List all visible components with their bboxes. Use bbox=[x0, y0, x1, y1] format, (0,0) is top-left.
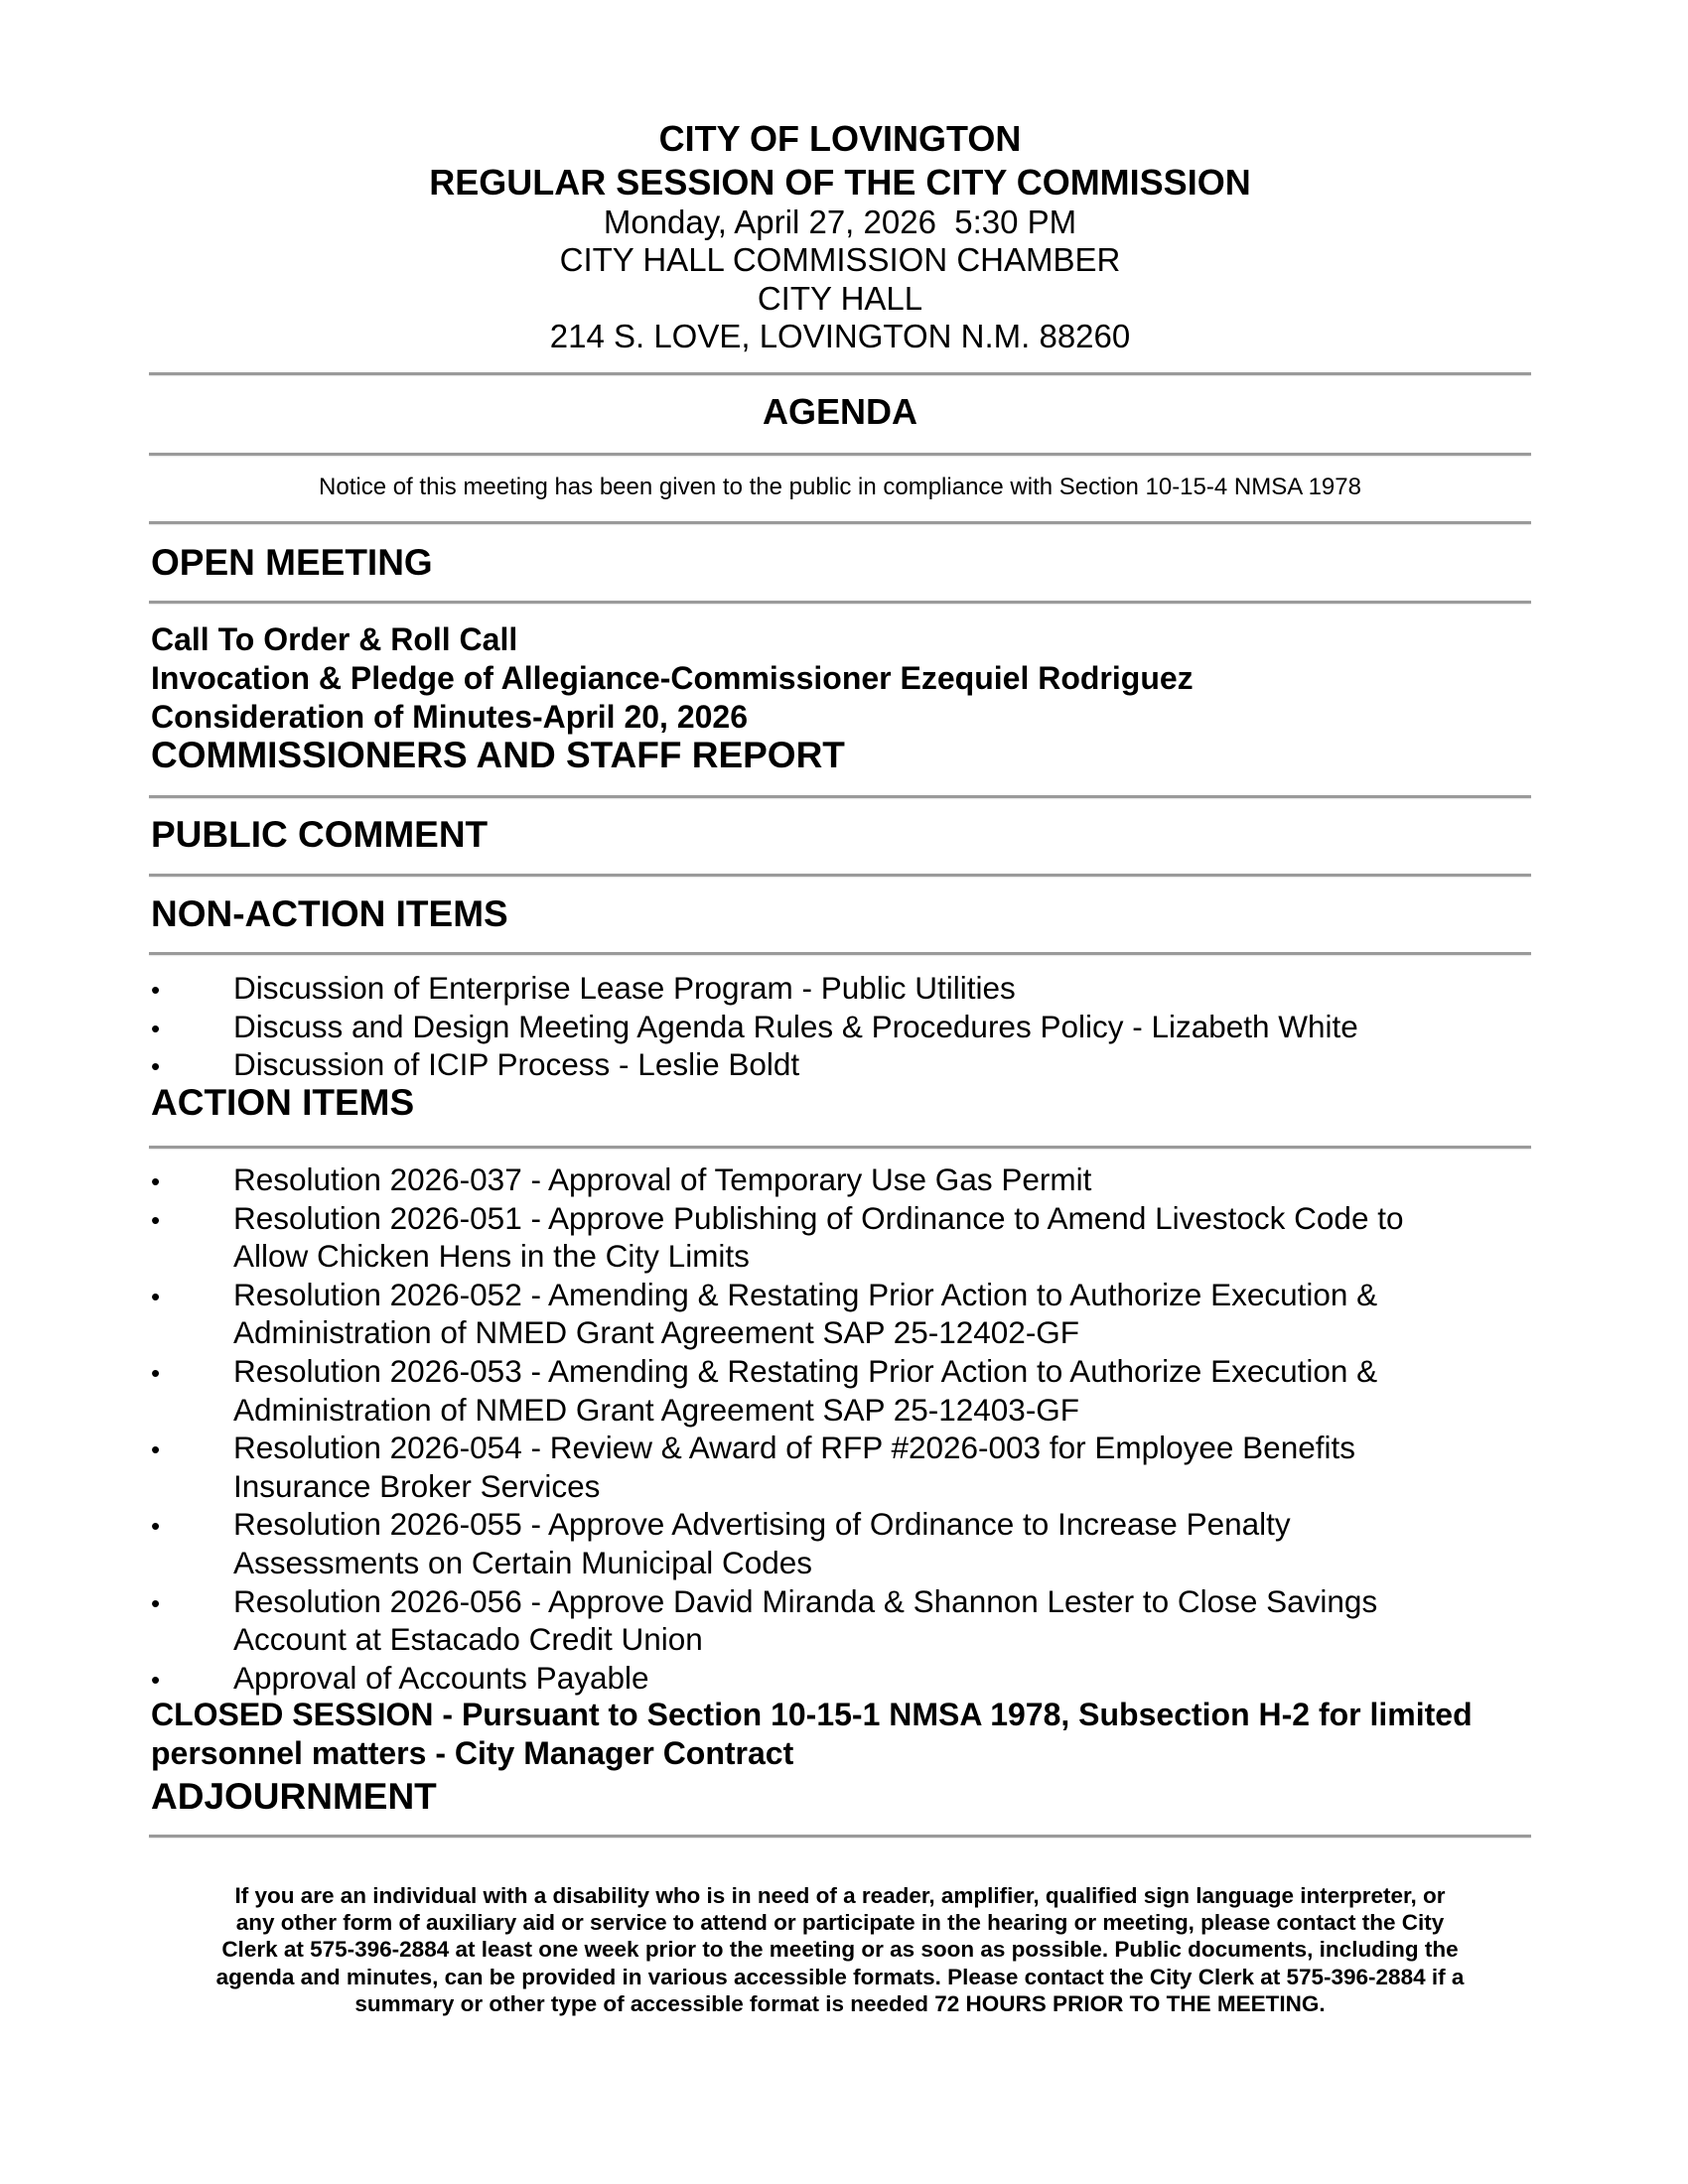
list-item-text: Administration of NMED Grant Agreement SAP 25-12403-GF bbox=[233, 1391, 1080, 1428]
list-item bbox=[151, 1505, 1541, 1581]
divider bbox=[149, 1146, 1531, 1149]
list-item bbox=[151, 969, 1541, 1008]
footer-line: any other form of auxiliary aid or service to attend or participate in the hearing or meeting, please contact the City bbox=[235, 1910, 1445, 1936]
list-item-text: Insurance Broker Services bbox=[233, 1467, 601, 1504]
bullet-icon bbox=[151, 1276, 171, 1316]
closed-session bbox=[151, 1696, 1541, 1772]
divider bbox=[149, 453, 1531, 456]
list-item-text: Resolution 2026-056 - Approve David Miranda & Shannon Lester to Close Savings bbox=[233, 1582, 1378, 1619]
list-item-text: Account at Estacado Credit Union bbox=[233, 1621, 703, 1658]
divider bbox=[149, 952, 1531, 955]
divider bbox=[149, 372, 1531, 375]
list-item bbox=[151, 1659, 1541, 1698]
open-meeting-item: Consideration of Minutes-April 20, 2026 bbox=[151, 699, 748, 735]
list-item bbox=[151, 1582, 1541, 1659]
bullet-icon bbox=[151, 969, 171, 1010]
section-public-comment: PUBLIC COMMENT bbox=[151, 814, 489, 855]
list-item-text: Allow Chicken Hens in the City Limits bbox=[233, 1238, 750, 1275]
bullet-icon bbox=[151, 1505, 171, 1546]
public-notice: Notice of this meeting has been given to the public in compliance with Section 10-15-4 NMSA 1978 bbox=[319, 474, 1361, 500]
agenda-title: AGENDA bbox=[762, 391, 917, 432]
section-non-action-items: NON-ACTION ITEMS bbox=[151, 893, 508, 934]
meeting-building: CITY HALL bbox=[757, 280, 923, 317]
bullet-icon bbox=[151, 1352, 171, 1393]
list-item bbox=[151, 1045, 1541, 1084]
section-commissioners-report: COMMISSIONERS AND STAFF REPORT bbox=[151, 735, 845, 775]
bullet-icon bbox=[151, 1160, 171, 1201]
divider bbox=[149, 601, 1531, 604]
list-item-text: Resolution 2026-052 - Amending & Restating Prior Action to Authorize Execution & bbox=[233, 1276, 1378, 1312]
meeting-datetime: Monday, April 27, 2026 5:30 PM bbox=[603, 204, 1077, 240]
action-list bbox=[151, 1160, 1541, 1697]
divider bbox=[149, 521, 1531, 524]
list-item bbox=[151, 1160, 1541, 1199]
bullet-icon bbox=[151, 1199, 171, 1240]
list-item-text: Assessments on Certain Municipal Codes bbox=[233, 1544, 813, 1580]
meeting-address: 214 S. LOVE, LOVINGTON N.M. 88260 bbox=[549, 318, 1131, 354]
list-item-text: Administration of NMED Grant Agreement SAP 25-12402-GF bbox=[233, 1314, 1080, 1351]
bullet-icon bbox=[151, 1582, 171, 1623]
footer-line: agenda and minutes, can be provided in various accessible formats. Please contact the City Clerk at 575-396-2884 if a bbox=[215, 1964, 1465, 1989]
list-item-text: Resolution 2026-055 - Approve Advertising of Ordinance to Increase Penalty bbox=[233, 1506, 1291, 1543]
list-item-text: Resolution 2026-051 - Approve Publishing of Ordinance to Amend Livestock Code to bbox=[233, 1199, 1404, 1236]
divider bbox=[149, 874, 1531, 877]
footer-line: summary or other type of accessible format is needed 72 HOURS PRIOR TO THE MEETING. bbox=[354, 1990, 1326, 2016]
list-item-text: Approval of Accounts Payable bbox=[233, 1659, 649, 1696]
open-meeting-item: Invocation & Pledge of Allegiance-Commissioner Ezequiel Rodriguez bbox=[151, 660, 1194, 696]
list-item-text: Discussion of Enterprise Lease Program - Public Utilities bbox=[233, 970, 1016, 1006]
open-meeting-item: Call To Order & Roll Call bbox=[151, 621, 518, 657]
list-item bbox=[151, 1276, 1541, 1352]
list-item-text: Resolution 2026-053 - Amending & Restating Prior Action to Authorize Execution & bbox=[233, 1352, 1378, 1389]
closed-session-text: personnel matters - City Manager Contract bbox=[151, 1734, 794, 1771]
list-item-text: Resolution 2026-037 - Approval of Temporary Use Gas Permit bbox=[233, 1161, 1092, 1197]
list-item-text: Resolution 2026-054 - Review & Award of RFP #2026-003 for Employee Benefits bbox=[233, 1430, 1355, 1466]
footer-line: Clerk at 575-396-2884 at least one week prior to the meeting or as soon as possible. Public documents, including the bbox=[221, 1937, 1459, 1963]
city-name: CITY OF LOVINGTON bbox=[658, 118, 1022, 159]
bullet-icon bbox=[151, 1008, 171, 1048]
section-action-items: ACTION ITEMS bbox=[151, 1082, 415, 1123]
list-item-text: Discuss and Design Meeting Agenda Rules & Procedures Policy - Lizabeth White bbox=[233, 1008, 1358, 1044]
non-action-list bbox=[151, 969, 1541, 1084]
section-open-meeting: OPEN MEETING bbox=[151, 542, 433, 583]
session-title: REGULAR SESSION OF THE CITY COMMISSION bbox=[429, 162, 1251, 203]
footer-line: If you are an individual with a disability who is in need of a reader, amplifier, qualified sign language interpreter, or bbox=[234, 1883, 1446, 1908]
list-item-text: Discussion of ICIP Process - Leslie Boldt bbox=[233, 1046, 800, 1083]
divider bbox=[149, 795, 1531, 798]
list-item bbox=[151, 1199, 1541, 1276]
divider bbox=[149, 1835, 1531, 1838]
accessibility-notice bbox=[149, 1882, 1531, 2017]
list-item bbox=[151, 1008, 1541, 1046]
meeting-venue: CITY HALL COMMISSION CHAMBER bbox=[559, 241, 1121, 278]
bullet-icon bbox=[151, 1429, 171, 1469]
section-adjournment: ADJOURNMENT bbox=[151, 1776, 437, 1817]
bullet-icon bbox=[151, 1659, 171, 1700]
list-item bbox=[151, 1429, 1541, 1505]
list-item bbox=[151, 1352, 1541, 1429]
bullet-icon bbox=[151, 1045, 171, 1086]
closed-session-text: CLOSED SESSION - Pursuant to Section 10-15-1 NMSA 1978, Subsection H-2 for limited bbox=[151, 1697, 1473, 1732]
